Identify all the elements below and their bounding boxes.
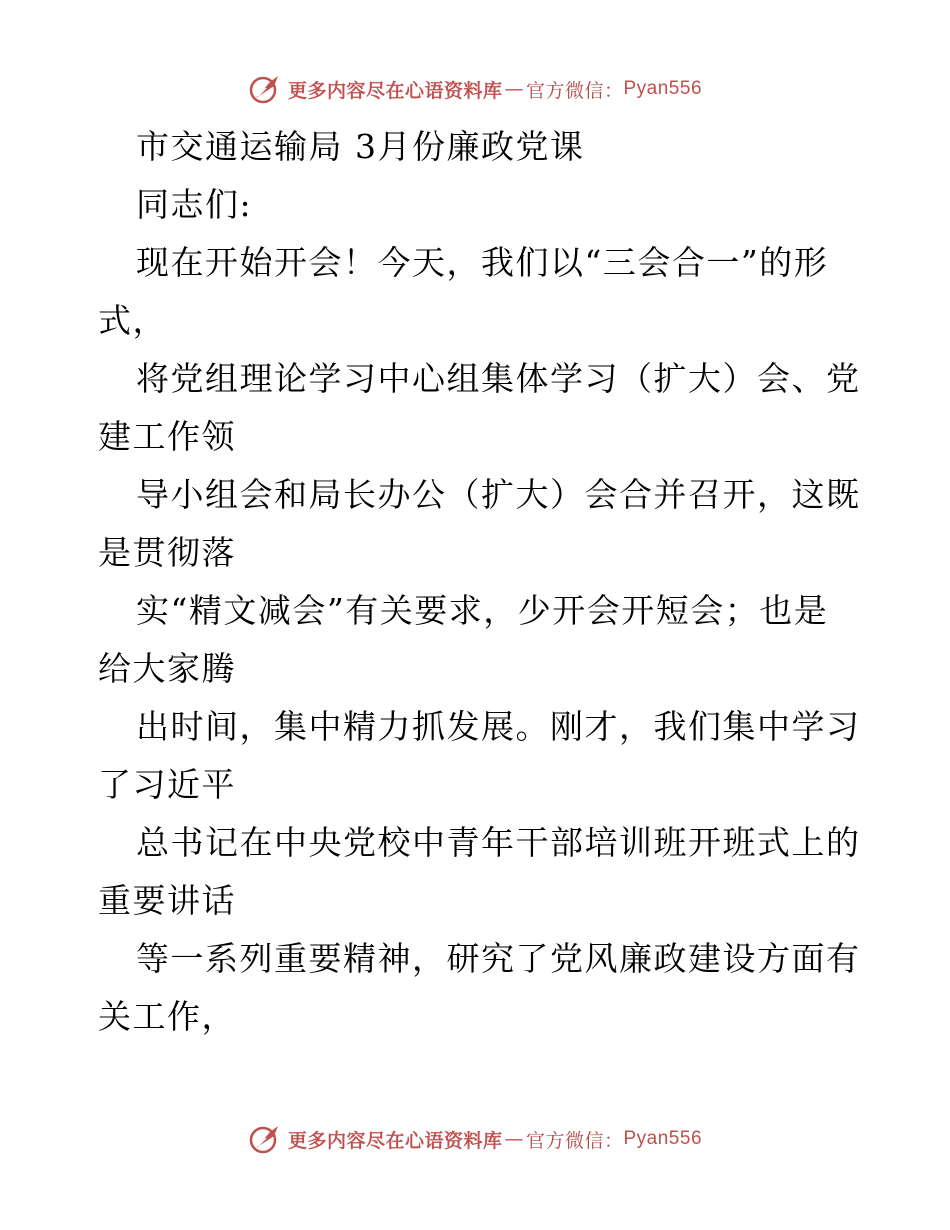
watermark-header <box>0 74 950 104</box>
watermark-text: 更多内容尽在心语资料库 <box>287 79 503 102</box>
body-line: 将党组理论学习中心组集体学习（扩大）会、党 <box>136 359 861 398</box>
document-body <box>98 118 861 1046</box>
watermark-separator: — <box>504 1128 524 1150</box>
body-line: 总书记在中央党校中青年干部培训班开班式上的 <box>136 823 861 862</box>
quill-logo-icon <box>248 1124 282 1154</box>
document-title: 市交通运输局 3月份廉政党课 <box>136 127 585 166</box>
body-line: 现在开始开会！今天，我们以“三会合一”的形 <box>136 243 829 282</box>
body-line: 给大家腾 <box>98 649 236 688</box>
body-line: 等一系列重要精神，研究了党风廉政建设方面有 <box>136 939 861 978</box>
watermark-footer <box>0 1124 950 1154</box>
watermark-separator: — <box>504 78 524 100</box>
body-line: 式， <box>98 301 167 340</box>
body-line: 关工作， <box>98 997 236 1036</box>
body-line: 重要讲话 <box>98 881 236 920</box>
quill-logo-icon <box>248 74 282 104</box>
watermark-wechat-label: 官方微信： <box>525 79 624 102</box>
body-line: 出时间，集中精力抓发展。刚才，我们集中学习 <box>136 707 861 746</box>
watermark-wechat-id: Pyan556 <box>623 1128 703 1149</box>
body-line: 导小组会和局长办公（扩大）会合并召开，这既 <box>136 475 861 514</box>
body-line: 实“精文减会”有关要求，少开会开短会；也是 <box>136 591 829 630</box>
body-line: 建工作领 <box>98 417 236 456</box>
watermark-wechat-id: Pyan556 <box>623 78 703 99</box>
body-line: 了习近平 <box>98 765 236 804</box>
body-line: 是贯彻落 <box>98 533 236 572</box>
watermark-text: 更多内容尽在心语资料库 <box>287 1129 503 1152</box>
salutation: 同志们: <box>136 185 253 224</box>
watermark-wechat-label: 官方微信： <box>525 1129 624 1152</box>
